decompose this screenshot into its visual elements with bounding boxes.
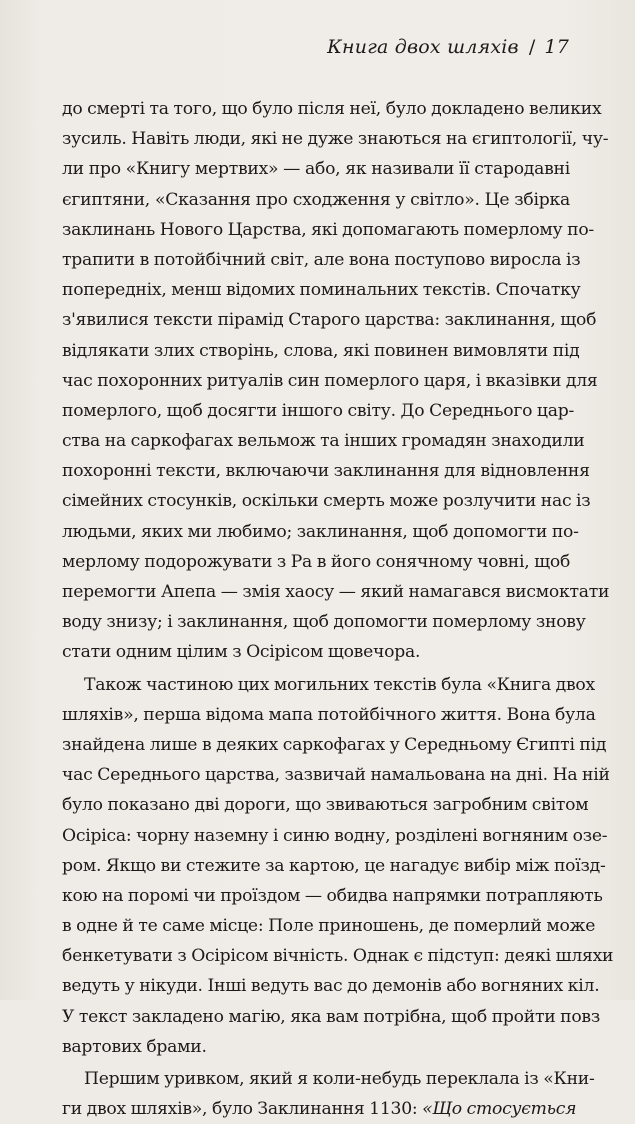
paragraph-end-line: стати одним цілим з Осірісом щовечора. xyxy=(62,642,421,663)
page-number: 17 xyxy=(544,36,569,58)
paragraph-start-line: Першим уривком, який я коли-небудь переклала із «Кни- xyxy=(84,1069,595,1089)
text-line: людьми, яких ми любимо; заклинання, щоб допомогти по- xyxy=(62,521,579,542)
text-line: відлякати злих створінь, слова, які повинен вимовляти під xyxy=(62,340,580,361)
text-line: перемогти Апепа — змія хаосу — який намагався висмоктати xyxy=(62,582,610,602)
paragraph-start-line: Також частиною цих могильних текстів була «Книга двох xyxy=(84,674,595,695)
text-line: Осіріса: чорну наземну і синю водну, розділені вогняним озе- xyxy=(62,825,608,846)
text-line: ведуть у нікуди. Інші ведуть вас до демонів або вогняних кіл. xyxy=(62,976,600,997)
text-line: сімейних стосунків, оскільки смерть може розлучити нас із xyxy=(62,491,591,512)
text-line: шляхів», перша відома мапа потойбічного життя. Вона була xyxy=(62,704,596,725)
text-line: кою на поромі чи проїздом — обидва напрямки потрапляють xyxy=(62,885,603,906)
text-line: мерлому подорожувати з Ра в його сонячному човні, щоб xyxy=(62,551,571,572)
text-line: заклинань Нового Царства, які допомагають померлому по- xyxy=(62,219,594,240)
text-line: до смерті та того, що було після неї, було докладено великих xyxy=(62,99,602,119)
text-line: єгиптяни, «Сказання про сходження у світло». Це збірка xyxy=(62,189,570,210)
text-line-roman: ги двох шляхів», було Заклинання 1130: xyxy=(62,1099,423,1120)
running-head-separator: / xyxy=(528,36,536,58)
text-line: час похоронних ритуалів син померлого царя, і вказівки для xyxy=(62,370,598,391)
text-line xyxy=(62,1094,577,1124)
body-text xyxy=(62,94,614,1124)
text-line: зусиль. Навіть люди, які не дуже знаються на єгиптології, чу- xyxy=(62,129,609,150)
text-line: померлого, щоб досягти іншого світу. До Середнього цар- xyxy=(62,400,575,421)
text-line: було показано дві дороги, що звиваються загробним світом xyxy=(62,795,589,816)
running-head-title: Книга двох шляхів xyxy=(327,36,519,58)
text-line: з'явилися тексти пірамід Старого царства: заклинання, щоб xyxy=(62,310,597,331)
text-line: У текст закладено магію, яка вам потрібна, щоб пройти повз xyxy=(62,1006,600,1027)
text-line: воду знизу; і заклинання, щоб допомогти померлому знову xyxy=(62,612,586,633)
text-line: бенкетувати з Осірісом вічність. Однак є підступ: деякі шляхи xyxy=(62,946,614,967)
text-line: ства на саркофагах вельмож та інших громадян знаходили xyxy=(62,431,585,452)
text-line: похоронні тексти, включаючи заклинання для відновлення xyxy=(62,461,590,482)
running-head xyxy=(327,36,569,58)
text-line: ли про «Книгу мертвих» — або, як називали її стародавні xyxy=(62,159,570,180)
quote-italic: «Що стосується xyxy=(422,1099,577,1120)
text-line: попередніх, менш відомих поминальних текстів. Спочатку xyxy=(62,280,581,301)
text-line: ром. Якщо ви стежите за картою, це нагадує вибір між поїзд- xyxy=(62,855,606,876)
text-line: трапити в потойбічний світ, але вона поступово виросла із xyxy=(62,249,581,270)
text-line: в одне й те саме місце: Поле приношень, де померлий може xyxy=(62,916,596,937)
paragraph-end-line: вартових брами. xyxy=(62,1036,207,1057)
text-line: знайдена лише в деяких саркофагах у Середньому Єгипті під xyxy=(62,734,607,755)
text-line: час Середнього царства, зазвичай намальована на дні. На ній xyxy=(62,765,610,786)
